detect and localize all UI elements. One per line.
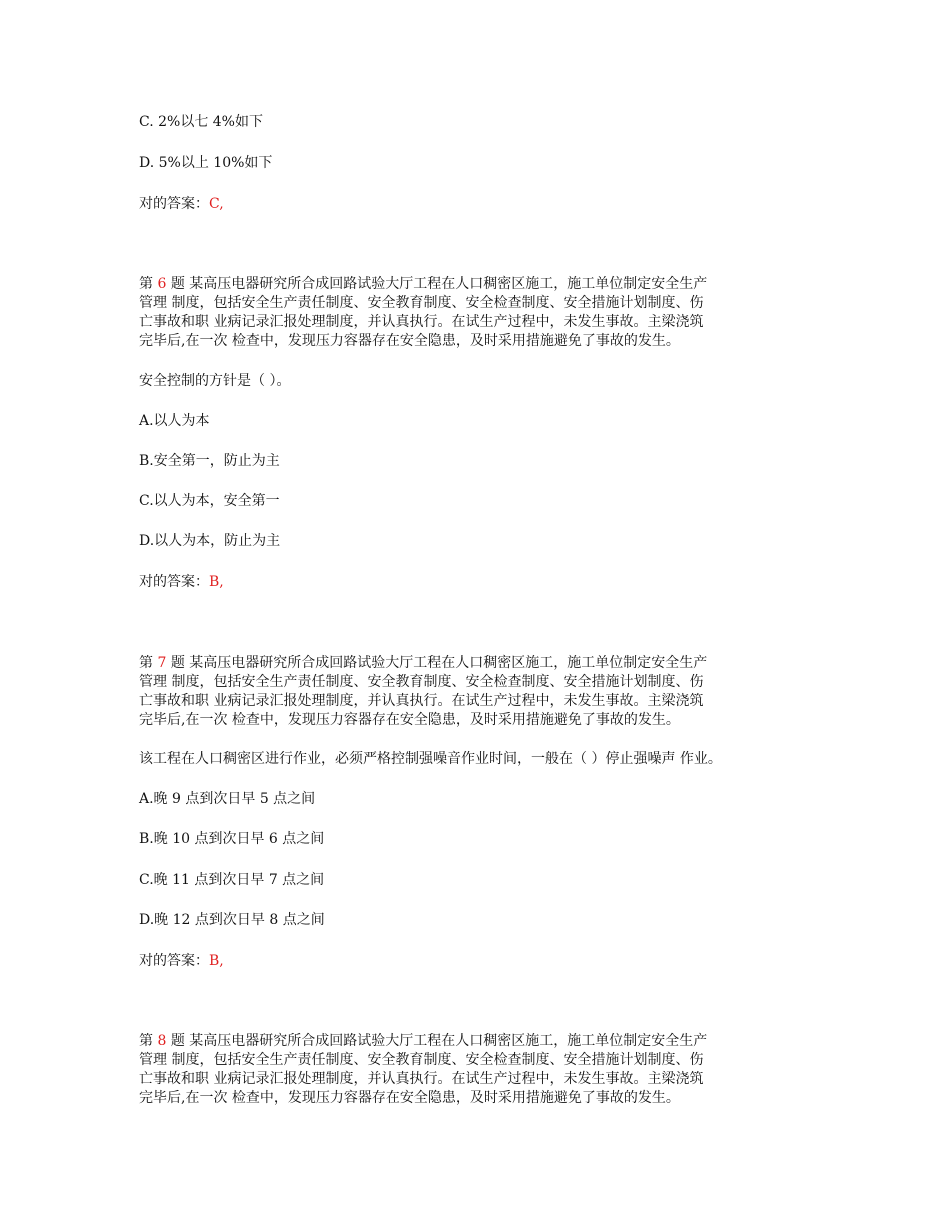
q6-suffix: 题 bbox=[170, 276, 185, 292]
q8-stem-line: 完毕后,在一次 检查中，发现压力容器存在安全隐患，及时采用措施避免了事故的发生。 bbox=[139, 1090, 680, 1106]
q7-prefix: 第 bbox=[139, 655, 153, 671]
q8-stem-line: 亡事故和职 业病记录汇报处理制度，并认真执行。在试生产过程中，未发生事故。主梁浇筑 bbox=[139, 1071, 704, 1087]
q6-stem-line: 完毕后,在一次 检查中，发现压力容器存在安全隐患，及时采用措施避免了事故的发生。 bbox=[139, 333, 680, 349]
answer-value: B, bbox=[209, 953, 224, 969]
q6-stem-line: 亡事故和职 业病记录汇报处理制度，并认真执行。在试生产过程中，未发生事故。主梁浇筑 bbox=[139, 314, 704, 330]
q7-stem-line: 完毕后,在一次 检查中，发现压力容器存在安全隐患，及时采用措施避免了事故的发生。 bbox=[139, 712, 680, 728]
prev-answer bbox=[139, 194, 224, 214]
q7-stem-text: 某高压电器研究所合成回路试验大厅工程在人口稠密区施工，施工单位制定安全生产 bbox=[189, 655, 708, 671]
q7-suffix: 题 bbox=[170, 655, 185, 671]
q7-stem-line: 管理 制度，包括安全生产责任制度、安全教育制度、安全检查制度、安全措施计划制度、伤 bbox=[139, 674, 704, 690]
q8-stem bbox=[139, 1032, 819, 1108]
q7-option-c: C.晚 11 点到次日早 7 点之间 bbox=[139, 872, 325, 888]
q8-suffix: 题 bbox=[170, 1033, 185, 1049]
answer-label: 对的答案： bbox=[139, 574, 209, 590]
q8-stem-line bbox=[139, 1032, 819, 1051]
q6-stem bbox=[139, 275, 819, 351]
q7-stem bbox=[139, 654, 819, 730]
q7-option-d: D.晚 12 点到次日早 8 点之间 bbox=[139, 912, 325, 928]
q7-answer bbox=[139, 951, 224, 971]
q7-option-a: A.晚 9 点到次日早 5 点之间 bbox=[139, 791, 316, 807]
q8-prefix: 第 bbox=[139, 1033, 153, 1049]
q7-number: 7 bbox=[157, 655, 167, 671]
prev-option-c: C. 2%以七 4%如下 bbox=[139, 114, 263, 130]
q6-question: 安全控制的方针是（ ）。 bbox=[139, 373, 291, 389]
q6-option-b: B.安全第一，防止为主 bbox=[139, 453, 280, 469]
q7-stem-line bbox=[139, 654, 819, 673]
q7-option-b: B.晚 10 点到次日早 6 点之间 bbox=[139, 831, 325, 847]
q8-stem-text: 某高压电器研究所合成回路试验大厅工程在人口稠密区施工，施工单位制定安全生产 bbox=[189, 1033, 708, 1049]
q6-prefix: 第 bbox=[139, 276, 153, 292]
q7-stem-line: 亡事故和职 业病记录汇报处理制度，并认真执行。在试生产过程中，未发生事故。主梁浇筑 bbox=[139, 693, 704, 709]
q6-number: 6 bbox=[157, 276, 167, 292]
q6-option-a: A.以人为本 bbox=[139, 413, 210, 429]
answer-value: C, bbox=[209, 196, 224, 212]
answer-label: 对的答案： bbox=[139, 953, 209, 969]
q6-option-c: C.以人为本，安全第一 bbox=[139, 493, 280, 509]
q6-stem-line: 管理 制度，包括安全生产责任制度、安全教育制度、安全检查制度、安全措施计划制度、伤 bbox=[139, 295, 704, 311]
q7-question: 该工程在人口稠密区进行作业，必须严格控制强噪音作业时间，一般在（ ）停止强噪声 作业。 bbox=[139, 751, 722, 767]
q6-stem-line bbox=[139, 275, 819, 294]
q6-answer bbox=[139, 572, 224, 592]
q6-option-d: D.以人为本，防止为主 bbox=[139, 533, 281, 549]
answer-label: 对的答案： bbox=[139, 196, 209, 212]
prev-option-d: D. 5%以上 10%如下 bbox=[139, 155, 273, 171]
q8-number: 8 bbox=[157, 1033, 167, 1049]
answer-value: B, bbox=[209, 574, 224, 590]
q8-stem-line: 管理 制度，包括安全生产责任制度、安全教育制度、安全检查制度、安全措施计划制度、伤 bbox=[139, 1052, 704, 1068]
q6-stem-text: 某高压电器研究所合成回路试验大厅工程在人口稠密区施工，施工单位制定安全生产 bbox=[189, 276, 708, 292]
